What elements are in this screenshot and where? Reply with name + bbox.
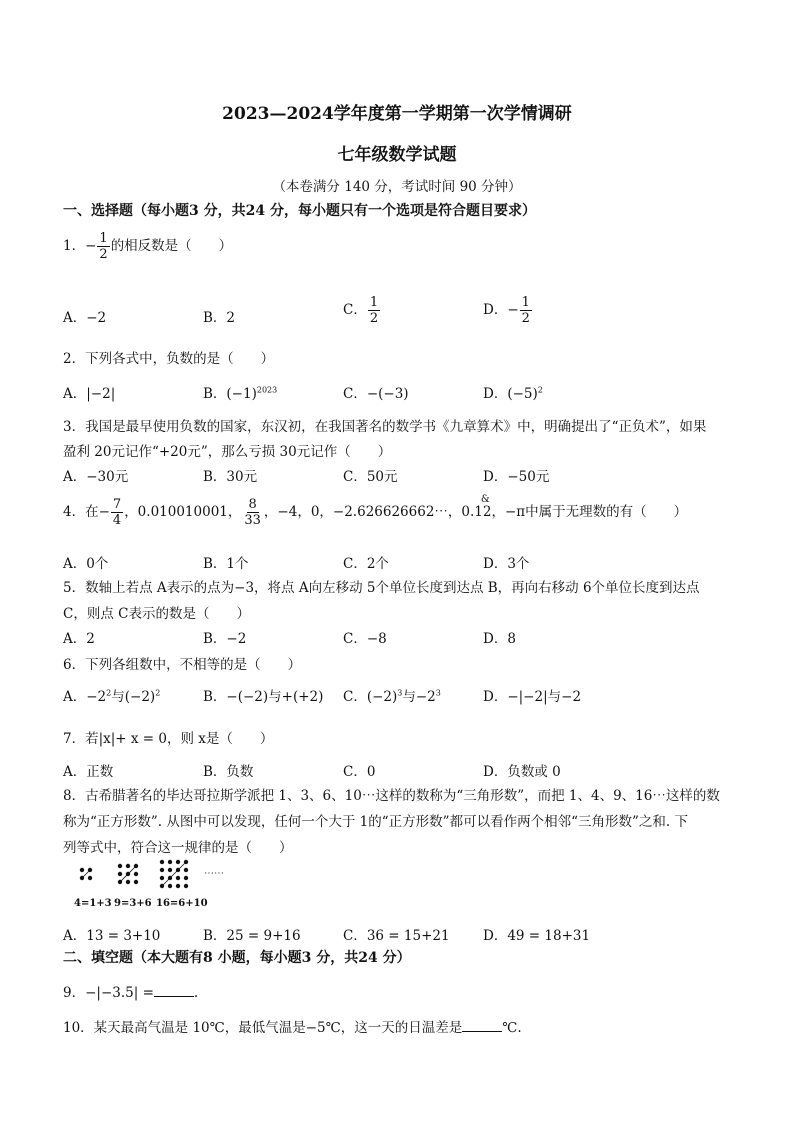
q1-frac-den: 2 bbox=[99, 247, 108, 262]
question-5-line-1: 5．数轴上若点 A表示的点为−3，将点 A向左移动 5个单位长度到达点 B，再向右移动 6个单位长度到达点 bbox=[63, 580, 700, 596]
q9-answer-blank[interactable] bbox=[154, 984, 194, 997]
q2-b-exponent: 2023 bbox=[256, 385, 278, 395]
q1-option-d bbox=[483, 296, 533, 325]
q1-text: 的相反数是（ ） bbox=[110, 238, 233, 254]
exam-title: 2023—2024学年度第一学期第一次学情调研 bbox=[222, 104, 572, 124]
q4-repeat-dot: & bbox=[480, 494, 490, 505]
q4-f2-den: 33 bbox=[244, 513, 261, 528]
q1-fraction bbox=[97, 232, 109, 261]
q8-option-b: B．25 = 9+16 bbox=[203, 928, 301, 944]
question-2: 2．下列各式中，负数的是（ ） bbox=[63, 351, 275, 367]
q5-option-d: D．8 bbox=[483, 631, 516, 647]
q2-option-d bbox=[483, 382, 543, 402]
q4-f1-den: 4 bbox=[112, 513, 122, 528]
q7-option-b: B．负数 bbox=[203, 764, 254, 780]
q5-option-b: B．−2 bbox=[203, 631, 247, 647]
q6-option-d: D．−|−2|与−2 bbox=[483, 689, 582, 705]
question-3-line-1: 3．我国是最早使用负数的国家，东汉初，在我国著名的数学书《九章算术》中，明确提出了“正负术”，如果 bbox=[63, 419, 707, 435]
q8-option-c: C．36 = 15+21 bbox=[343, 928, 450, 944]
question-9 bbox=[63, 981, 198, 1001]
question-1 bbox=[63, 232, 232, 261]
question-7: 7．若|x|+ x = 0，则 x是（ ） bbox=[63, 731, 274, 747]
q4-repeating-digit bbox=[480, 494, 688, 520]
q1-option-c bbox=[343, 296, 381, 325]
q6-option-a bbox=[63, 685, 160, 705]
q1-frac-num: 1 bbox=[99, 231, 108, 246]
q4-option-c: C．2个 bbox=[343, 556, 389, 572]
q4-option-a: A．0个 bbox=[63, 556, 109, 572]
q3-option-a: A．−30元 bbox=[63, 469, 129, 485]
q6-c-part1: C．(−2) bbox=[343, 689, 398, 705]
q6-c-exp1: 3 bbox=[397, 688, 403, 698]
q1-option-a: A．−2 bbox=[63, 310, 107, 326]
q6-a-part1: A．−2 bbox=[63, 689, 107, 705]
question-4 bbox=[63, 494, 688, 528]
q8-option-a: A．13 = 3+10 bbox=[63, 928, 161, 944]
section-heading-fill-in: 二、填空题（本大题有8 小题，每小题3 分，共24 分） bbox=[63, 950, 411, 966]
q7-option-c: C．0 bbox=[343, 764, 376, 780]
dot-grid-4x4 bbox=[160, 860, 188, 888]
q4-f2-num: 8 bbox=[248, 497, 257, 512]
q10-text: 10．某天最高气温是 10℃，最低气温是−5℃，这一天的日温差是 bbox=[63, 1020, 463, 1036]
question-10 bbox=[63, 1016, 522, 1036]
question-3-line-2: 盈利 20元记作“+20元”，那么亏损 30元记作（ ） bbox=[63, 444, 392, 460]
q3-option-d: D．−50元 bbox=[483, 469, 550, 485]
q1-d-num: 1 bbox=[521, 295, 530, 310]
q1-number: 1． bbox=[63, 238, 86, 254]
dot-grid-2x2 bbox=[80, 868, 92, 880]
exam-info: （本卷满分 140 分，考试时间 90 分钟） bbox=[272, 179, 522, 195]
q9-period: . bbox=[193, 985, 199, 1001]
q3-option-b: B．30元 bbox=[203, 469, 258, 485]
question-6: 6．下列各组数中，不相等的是（ ） bbox=[63, 657, 302, 673]
q6-c-part2: 与−2 bbox=[402, 689, 436, 705]
q4-prefix: 4．在− bbox=[63, 504, 110, 520]
q1-c-den: 2 bbox=[369, 311, 379, 326]
q4-middle-1: ，0.010010001， bbox=[124, 504, 242, 520]
figure-ellipsis: ⋯⋯ bbox=[204, 868, 224, 879]
q6-a-exp1: 2 bbox=[106, 688, 112, 698]
q1-option-c-label: C． bbox=[343, 302, 367, 318]
q1-option-d-label: D．− bbox=[483, 302, 519, 318]
q1-d-den: 2 bbox=[521, 311, 530, 326]
question-8-line-1: 8．古希腊著名的毕达哥拉斯学派把 1、3、6、10⋯这样的数称为“三角形数”，而把 1、4、9、16⋯这样的数 bbox=[63, 788, 720, 804]
q1-option-c-fraction bbox=[368, 296, 380, 325]
q2-d-base: D．(−5) bbox=[483, 386, 538, 402]
q5-option-a: A．2 bbox=[63, 631, 95, 647]
q10-unit: ℃. bbox=[502, 1020, 522, 1036]
q1-option-b: B．2 bbox=[203, 310, 236, 326]
figure-label-3: 16=6+10 bbox=[156, 898, 208, 909]
q2-option-b bbox=[203, 382, 277, 402]
q6-a-exp2: 2 bbox=[155, 688, 161, 698]
q8-option-d: D．49 = 18+31 bbox=[483, 928, 591, 944]
section-heading-choice: 一、选择题（每小题3 分，共24 分，每小题只有一个选项是符合题目要求） bbox=[63, 203, 536, 219]
q7-option-d: D．负数或 0 bbox=[483, 764, 561, 780]
q2-option-a: A．|−2| bbox=[63, 386, 116, 402]
q6-c-exp2: 3 bbox=[435, 688, 441, 698]
figure-label-1: 4=1+3 bbox=[74, 898, 112, 909]
q1-c-num: 1 bbox=[369, 295, 379, 310]
exam-subtitle: 七年级数学试题 bbox=[337, 145, 457, 165]
square-number-figure bbox=[72, 858, 242, 914]
q4-suffix: 2，−π中属于无理数的有（ ） bbox=[482, 504, 688, 520]
q6-option-c bbox=[343, 685, 441, 705]
q10-answer-blank[interactable] bbox=[462, 1019, 502, 1032]
q4-fraction-1 bbox=[111, 498, 123, 527]
q2-d-exponent: 2 bbox=[537, 385, 543, 395]
q9-text: 9．−|−3.5| = bbox=[63, 985, 154, 1001]
q7-option-a: A．正数 bbox=[63, 764, 114, 780]
figure-label-2: 9=3+6 bbox=[114, 898, 152, 909]
question-8-line-2: 称为“正方形数”. 从图中可以发现，任何一个大于 1的“正方形数”都可以看作两个相邻“三角形数”之和. 下 bbox=[63, 814, 688, 830]
q6-a-part2: 与(−2) bbox=[111, 689, 156, 705]
q6-option-b: B．−(−2)与+(+2) bbox=[203, 689, 324, 705]
dot-grid-3x3 bbox=[118, 864, 138, 884]
q3-option-c: C．50元 bbox=[343, 469, 398, 485]
q4-f1-num: 7 bbox=[112, 497, 122, 512]
q2-option-c: C．−(−3) bbox=[343, 386, 409, 402]
q4-option-b: B．1个 bbox=[203, 556, 249, 572]
q4-fraction-2 bbox=[242, 498, 263, 527]
question-8-line-3: 列等式中，符合这一规律的是（ ） bbox=[63, 840, 293, 856]
q2-b-base: B．(−1) bbox=[203, 386, 257, 402]
q4-option-d: D．3个 bbox=[483, 556, 530, 572]
q1-option-d-fraction bbox=[520, 296, 532, 325]
question-5-line-2: C，则点 C表示的数是（ ） bbox=[63, 606, 250, 622]
q4-middle-2: ，−4，0，−2.626626662⋯，0.1 bbox=[263, 504, 483, 520]
q1-minus: − bbox=[85, 238, 97, 254]
q5-option-c: C．−8 bbox=[343, 631, 387, 647]
